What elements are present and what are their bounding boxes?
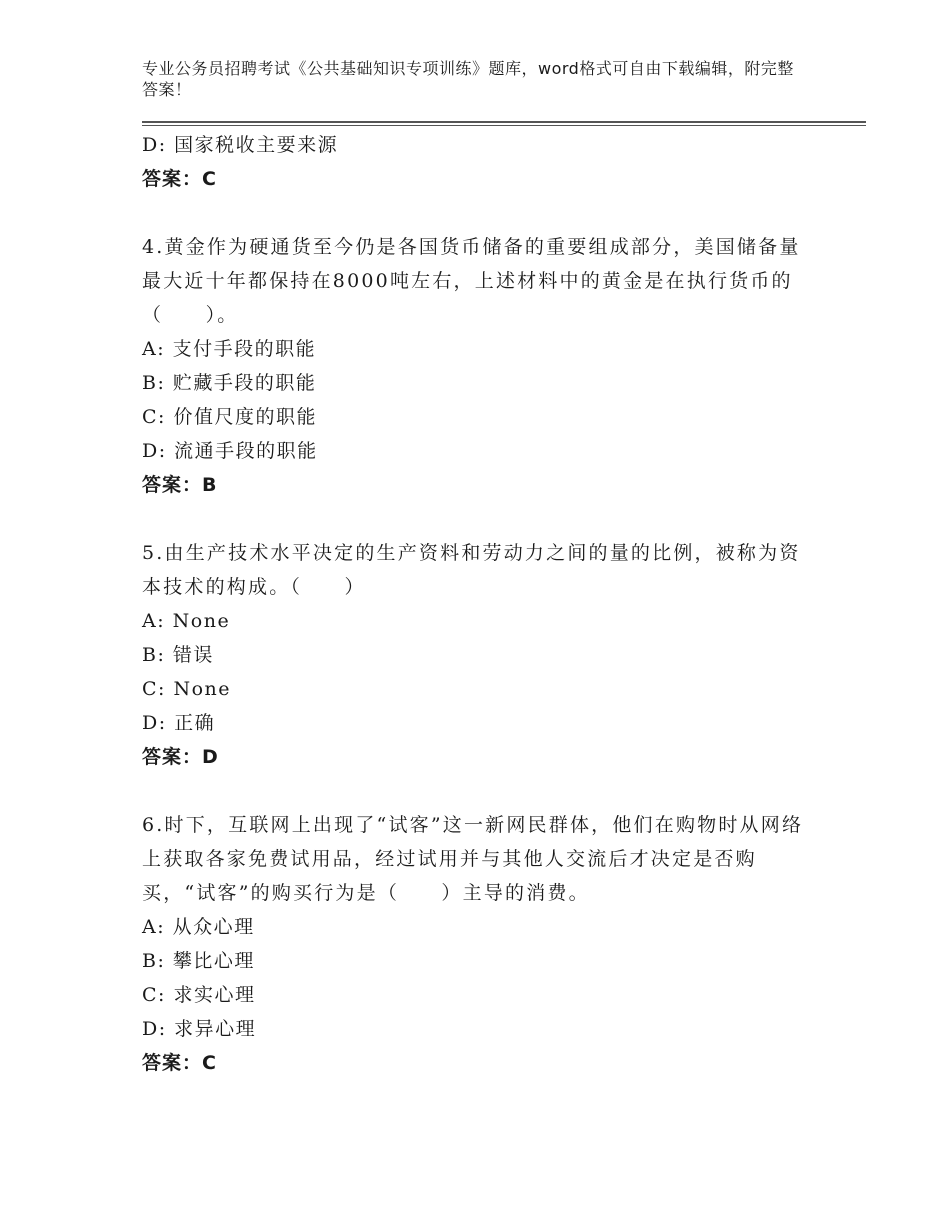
answer-label: 答案：C <box>142 1052 217 1074</box>
question-stem: 4.黄金作为硬通货至今仍是各国货币储备的重要组成部分，美国储备量最大近十年都保持在8000吨左右，上述材料中的黄金是在执行货币的（ ）。 <box>142 236 801 326</box>
question-6 <box>142 808 822 1080</box>
question-3-tail <box>142 128 822 196</box>
option-c: C: None <box>142 678 232 700</box>
spacer <box>142 196 822 230</box>
answer-label: 答案：D <box>142 746 219 768</box>
option-d: D: 求异心理 <box>142 1018 257 1040</box>
option-b: B: 贮藏手段的职能 <box>142 372 317 394</box>
header-divider-thick <box>142 121 866 123</box>
question-stem: 5.由生产技术水平决定的生产资料和劳动力之间的量的比例，被称为资本技术的构成。（ ） <box>142 542 801 598</box>
option-a: A: 支付手段的职能 <box>142 338 317 360</box>
option-c: C: 求实心理 <box>142 984 256 1006</box>
spacer <box>142 502 822 536</box>
question-4 <box>142 230 822 502</box>
question-list <box>142 128 822 1080</box>
option-d: D: 正确 <box>142 712 216 734</box>
answer-label: 答案：B <box>142 474 218 496</box>
option-d: D: 国家税收主要来源 <box>142 134 339 156</box>
page-header: 专业公务员招聘考试《公共基础知识专项训练》题库，word格式可自由下载编辑，附完整答案！ <box>142 59 794 99</box>
option-a: A: None <box>142 610 231 632</box>
option-a: A: 从众心理 <box>142 916 255 938</box>
option-b: B: 攀比心理 <box>142 950 255 972</box>
spacer <box>142 774 822 808</box>
option-b: B: 错误 <box>142 644 214 666</box>
header-divider-thin <box>142 125 866 126</box>
question-stem: 6.时下，互联网上出现了“试客”这一新网民群体，他们在购物时从网络上获取各家免费试用品，经过试用并与其他人交流后才决定是否购买，“试客”的购买行为是（ ）主导的消费。 <box>142 814 804 904</box>
option-d: D: 流通手段的职能 <box>142 440 318 462</box>
option-c: C: 价值尺度的职能 <box>142 406 317 428</box>
question-5 <box>142 536 822 774</box>
answer-label: 答案：C <box>142 168 217 190</box>
